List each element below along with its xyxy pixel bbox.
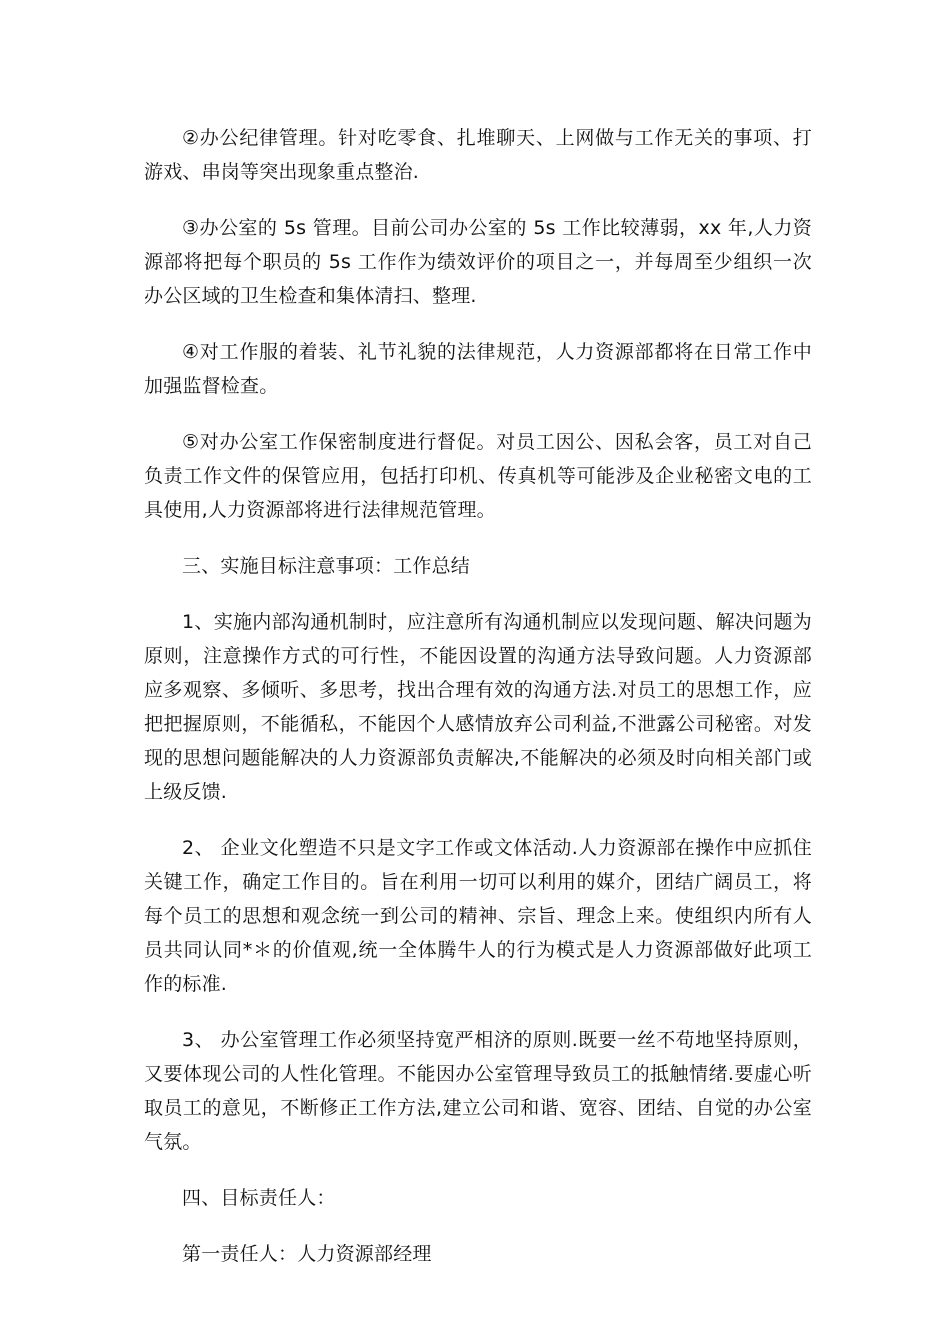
- paragraph-dress-etiquette: ④对工作服的着装、礼节礼貌的法律规范，人力资源部都将在日常工作中加强监督检查。: [144, 341, 812, 397]
- section-heading-responsible: 四、目标责任人：: [182, 1187, 336, 1209]
- paragraph-confidentiality: ⑤对办公室工作保密制度进行督促。对员工因公、因私会客，员工对自己负责工作文件的保管应用，包括打印机、传真机等可能涉及企业秘密文电的工具使用,人力资源部将进行法律规范管理。: [144, 431, 812, 521]
- document-body: [144, 121, 812, 1293]
- paragraph-communication: 1、实施内部沟通机制时，应注意所有沟通机制应以发现问题、解决问题为原则，注意操作方式的可行性，不能因设置的沟通方法导致问题。人力资源部应多观察、多倾听、多思考，找出合理有效的沟通方法.对员工的思想工作，应把把握原则，不能循私，不能因个人感情放弃公司利益,不泄露公司秘密。对发现的思想问题能解决的人力资源部负责解决,不能解决的必须及时向相关部门或上级反馈.: [144, 611, 812, 803]
- section-heading-notes: 三、实施目标注意事项：工作总结: [182, 555, 471, 577]
- paragraph-first-responsible: 第一责任人：人力资源部经理: [182, 1243, 432, 1265]
- paragraph-office-discipline: ②办公纪律管理。针对吃零食、扎堆聊天、上网做与工作无关的事项、打游戏、串岗等突出现象重点整治.: [144, 127, 812, 183]
- paragraph-office-management: 3、 办公室管理工作必须坚持宽严相济的原则.既要一丝不苟地坚持原则，又要体现公司的人性化管理。不能因办公室管理导致员工的抵触情绪.要虚心听取员工的意见，不断修正工作方法,建立公司和谐、宽容、团结、自觉的办公室气氛。: [144, 1029, 812, 1153]
- paragraph-office-5s: ③办公室的 5s 管理。目前公司办公室的 5s 工作比较薄弱，xx 年,人力资源部将把每个职员的 5s 工作作为绩效评价的项目之一，并每周至少组织一次办公区域的卫生检查和集体清扫、整理.: [144, 217, 812, 307]
- paragraph-corporate-culture: 2、 企业文化塑造不只是文字工作或文体活动.人力资源部在操作中应抓住关键工作，确定工作目的。旨在利用一切可以利用的媒介，团结广阔员工，将每个员工的思想和观念统一到公司的精神、宗旨、理念上来。使组织内所有人员共同认同*＊的价值观,统一全体腾牛人的行为模式是人力资源部做好此项工作的标准.: [144, 837, 812, 995]
